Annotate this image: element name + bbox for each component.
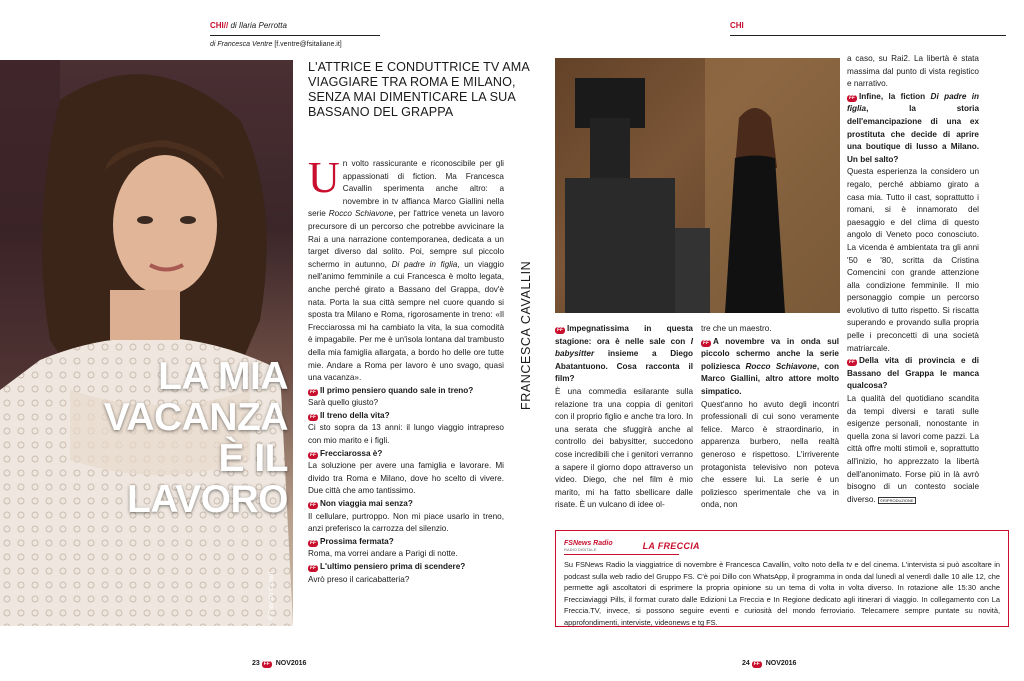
section-label-right: CHI (730, 21, 744, 30)
section-label: CHI (210, 21, 224, 30)
answer: È una commedia esilarante sulla relazione tra una coppia di genitori con il proprio figlio e anche tra loro. In una serata che sfuggirà anche al controllo dei babysitter, succedono cose incredibili che i genitori verranno a sapere il giorno dopo attraverso un video. Diego, che nel film è mio marito, mi ha fatto sbellicare dalle risate. È un vulcano di idee ol- (555, 386, 693, 510)
question: FF Infine, la fiction Di padre in figlia, la storia dell'emancipazione di una ex prostituta che decide di aprire una boutique di lusso a Milano. Un bel salto? (847, 91, 979, 164)
ff-badge-icon: FF (309, 502, 317, 509)
sub-byline (210, 41, 410, 48)
answer: Il cellulare, purtroppo. Non mi piace usarlo in treno, anzi preferisco la carrozza del silenzio. (308, 511, 504, 534)
sub-byline-email: [f.ventre@fsitaliane.it] (274, 41, 342, 48)
right-text-column-2 (701, 323, 839, 512)
answer: Sarà quello giusto? (308, 398, 379, 408)
headline-line-2: VACANZA (103, 396, 288, 439)
headline-line-3: È IL LAVORO (127, 437, 288, 521)
question: FF A novembre va in onda sul piccolo schermo anche la serie poliziesca Rocco Schiavone, con Marco Giallini, altro attore molto simpatico. (701, 336, 839, 396)
la-freccia-logo: LA FRECCIA (642, 541, 700, 551)
radio-info-box (555, 530, 1009, 627)
answer: La soluzione per avere una famiglia e lavorare. Mi divido tra Roma e Milano, dove ho scelto di vivere. Due città che amo tantissimo. (308, 461, 504, 496)
answer: Ci sto sopra da 13 anni: il lungo viaggio intrapreso con mio marito e i figli. (308, 423, 504, 446)
ff-badge-icon: FF (309, 451, 317, 458)
folio-left: 23 FF NOV2016 (252, 660, 307, 667)
answer-continued: tre che un maestro. (701, 324, 772, 333)
ff-badge-icon: FF (848, 359, 856, 366)
question: FF Prossima fermata? (309, 536, 394, 546)
question: FF Frecciarossa è? (309, 448, 383, 458)
answer: La qualità del quotidiano scandita da tempi diversi e tarati sulle esigenze personali, nonostante in quella zona si lavori come pazzi. La città offre molti stimoli e, soprattutto all'inizio, ho apprezzato la libertà dell'anonimato. Forse più in là avrò bisogno di un contesto sociale diverso. ©RIPRODUZIONE (847, 394, 979, 504)
box-logos (564, 536, 700, 556)
ff-badge-icon: FF (556, 327, 564, 333)
portrait-illustration (0, 60, 293, 626)
ff-badge-icon: FF (848, 94, 856, 101)
answer: Quest'anno ho avuto degli incontri professionali di cui sono veramente felice. Marco è straordinario, in apparenza burbero, nella realtà generoso e rispettoso. L'irriverente protagonista televisivo non poteva che essere lui. La serie è un poliziesco sperimentale che va in onda, non (701, 399, 839, 510)
question: FF Il treno della vita? (309, 410, 390, 420)
answer-continued: a caso, su Rai2. La libertà è stata massima dal punto di vista registico e narrativo. (847, 54, 979, 89)
answer: Roma, ma vorrei andare a Parigi di notte. (308, 549, 458, 559)
copyright-mark: ©RIPRODUZIONE (879, 497, 914, 503)
fsnews-radio-logo: FSNews Radio RADIO DIGITALE (564, 540, 613, 552)
headline-line-1: LA MIA (158, 355, 288, 398)
portrait-photo (0, 60, 293, 626)
ff-badge-icon: FF (309, 539, 317, 546)
section-slashes: // (223, 21, 229, 30)
question: FF Della vita di provincia e di Bassano del Grappa le manca qualcosa? (847, 356, 979, 391)
article-subtitle: L'ATTRICE E CONDUTTRICE TV AMA VIAGGIARE TRA ROMA E MILANO, SENZA MAI DIMENTICARE LA SUA BASSANO DEL GRAPPA (308, 60, 530, 119)
set-photo (555, 58, 840, 313)
ff-badge-icon: FF (309, 388, 317, 395)
question: FF L'ultimo pensiero prima di scendere? (309, 562, 466, 571)
author-byline: di Ilaria Perrotta (230, 21, 287, 30)
ff-badge-icon: FF (702, 339, 710, 346)
question: FF Non viaggia mai senza? (309, 499, 413, 509)
photo-credit: © Fabrizio Cestari (269, 571, 275, 620)
left-text-column (308, 153, 504, 586)
intro-paragraph: Un volto rassicurante e riconoscibile per gli appassionati di fiction. Ma Francesca Cavallin sperimenta anche altro: a novembre in tv affianca Marco Giallini nella serie Rocco Schiavone, per l'attrice veneta un lavoro precursore di un percorso che potrebbe avvicinare la Rai a una narrazione contemporanea, dedicata a un target diverso dal solito. Poi, sempre sul piccolo schermo in autunno, Di padre in figlia, un viaggio nell'animo femminile a cui Francesca è molto legata, anche perché girato a Bassano del Grappa, dov'è nata. Porta la sua città sempre nel cuore quando si sposta tra Milano e Roma, rigorosamente in treno: «Il Frecciarossa mi ha cambiato la vita, la sua comodità è impagabile. Per me è un'isola lontana dal trambusto della mia famiglia allargata, a bordo ho delle ore tutte mie. Andare a Roma per lavoro è uno svago, quasi una vacanza». (308, 153, 504, 383)
right-text-column-3 (847, 53, 979, 507)
right-text-column-1 (555, 323, 693, 512)
ff-badge-icon: FF (309, 413, 317, 420)
ff-badge-icon: FF (753, 661, 760, 667)
vertical-name: FRANCESCA CAVALLIN (519, 260, 533, 410)
ff-badge-icon: FF (309, 565, 317, 571)
ff-badge-icon: FF (263, 661, 270, 667)
question: FF Impegnatissima in questa stagione: ora è nelle sale con I babysitter insieme a Diego Abatantuono. Cosa racconta il film? (555, 324, 693, 384)
right-header (730, 21, 1006, 36)
box-rule (564, 554, 679, 555)
answer: Questa esperienza la considero un regalo, perché abbiamo girato a casa mia. Tutto il cast, soprattutto i romani, si è innamorato del paesaggio e del clima di questo angolo di Veneto poco conosciuto. La vicenda è ambientata tra gli anni '50 e '80, scritta da Cristina Comencini con grande attenzione alla condizione femminile. Il mio personaggio compie un percorso evolutivo di tutto rispetto. Si riscatta superando e provando sulla propria pelle i preconcetti di una società matriarcale. (847, 167, 979, 353)
left-header (210, 21, 380, 36)
question: FF Il primo pensiero quando sale in treno? (309, 385, 474, 395)
box-text: Su FSNews Radio la viaggiatrice di novembre è Francesca Cavallin, volto noto della tv e del cinema. L'intervista si può ascoltare in podcast sulla web radio del Gruppo FS. C'è poi Dillo con WhatsApp, il programma in onda dal lunedì al venerdì dalle 10 alle 12, che permette agli ascoltatori di esprimere la propria opinione su un tema di volta in volta diverso. In rotazione alle 15:30 anche Frecciaviaggi Pills, il format curato dalle Edizioni La Freccia e In Regione dedicato agli itinerari di viaggio. In collegamento con La Freccia.TV, invece, si possono seguire eventi e curiosità del mondo ferroviario. Telecamere sempre puntate su novità, approfondimenti, interviste, videonews e tg FS. (564, 560, 1000, 627)
sub-byline-name: di Francesca Ventre (210, 41, 273, 48)
set-illustration (555, 58, 840, 313)
answer: Avrò preso il caricabatteria? (308, 574, 410, 584)
dropcap: U (308, 153, 340, 202)
folio-right: 24 FF NOV2016 (742, 660, 797, 667)
headline (80, 356, 288, 520)
qa-list-left (308, 385, 504, 587)
